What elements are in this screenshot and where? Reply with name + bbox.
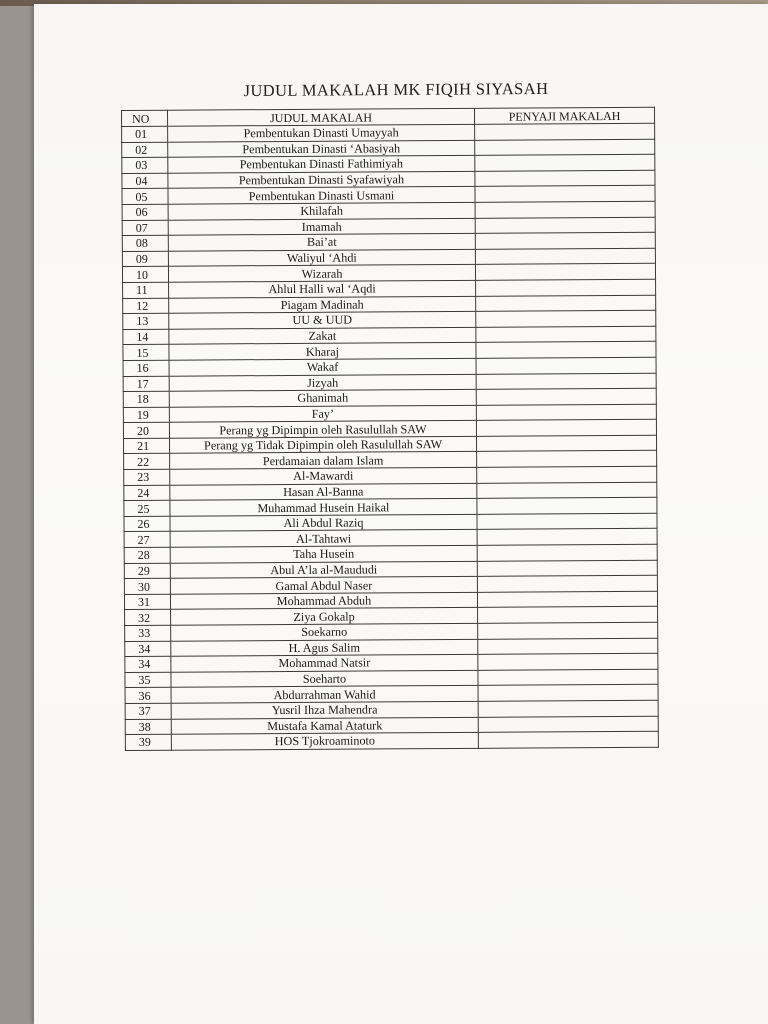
- row-judul-makalah: Perang yg Tidak Dipimpin oleh Rasulullah SAW: [170, 436, 477, 453]
- row-number: 11: [123, 282, 169, 298]
- row-number: 18: [123, 391, 169, 407]
- row-penyaji-makalah: [478, 716, 658, 733]
- row-penyaji-makalah: [475, 170, 655, 187]
- row-judul-makalah: Wizarah: [168, 265, 475, 282]
- row-judul-makalah: Waliyul ‘Ahdi: [168, 249, 475, 266]
- row-penyaji-makalah: [477, 544, 657, 561]
- row-judul-makalah: Mohammad Natsir: [171, 655, 478, 672]
- row-penyaji-makalah: [477, 560, 657, 577]
- row-judul-makalah: Pembentukan Dinasti ‘Abasiyah: [168, 140, 475, 157]
- row-penyaji-makalah: [478, 731, 658, 748]
- row-number: 10: [122, 267, 168, 283]
- header-judul-makalah: JUDUL MAKALAH: [168, 108, 475, 126]
- row-number: 36: [125, 688, 171, 704]
- row-number: 08: [122, 235, 168, 251]
- row-judul-makalah: Wakaf: [169, 358, 476, 375]
- row-number: 22: [124, 454, 170, 470]
- row-judul-makalah: Gamal Abdul Naser: [170, 577, 477, 594]
- row-penyaji-makalah: [475, 123, 655, 140]
- row-judul-makalah: Pembentukan Dinasti Fathimiyah: [168, 156, 475, 173]
- row-judul-makalah: Hasan Al-Banna: [170, 483, 477, 500]
- row-number: 38: [125, 719, 171, 735]
- row-number: 17: [123, 376, 169, 392]
- row-number: 01: [122, 126, 168, 142]
- row-judul-makalah: Perang yg Dipimpin oleh Rasulullah SAW: [169, 421, 476, 438]
- row-number: 31: [124, 594, 170, 610]
- row-number: 27: [124, 532, 170, 548]
- row-number: 24: [124, 485, 170, 501]
- row-judul-makalah: Perdamaian dalam Islam: [170, 452, 477, 469]
- row-number: 29: [124, 563, 170, 579]
- row-number: 34: [125, 656, 171, 672]
- row-penyaji-makalah: [475, 154, 655, 171]
- row-penyaji-makalah: [476, 295, 656, 312]
- row-judul-makalah: Soekarno: [171, 623, 478, 640]
- row-number: 39: [125, 734, 171, 750]
- row-number: 33: [125, 625, 171, 641]
- row-number: 19: [123, 407, 169, 423]
- row-number: 15: [123, 345, 169, 361]
- row-judul-makalah: Abul A’la al-Maududi: [170, 561, 477, 578]
- row-judul-makalah: UU & UUD: [169, 311, 476, 328]
- row-number: 21: [124, 438, 170, 454]
- row-number: 34: [125, 641, 171, 657]
- row-penyaji-makalah: [476, 357, 656, 374]
- row-judul-makalah: Fay’: [169, 405, 476, 422]
- row-judul-makalah: Al-Mawardi: [170, 467, 477, 484]
- row-judul-makalah: Mustafa Kamal Ataturk: [171, 717, 478, 734]
- document-title: JUDUL MAKALAH MK FIQIH SIYASAH: [243, 78, 549, 101]
- row-penyaji-makalah: [476, 342, 656, 359]
- row-penyaji-makalah: [475, 264, 655, 281]
- row-penyaji-makalah: [475, 139, 655, 156]
- row-penyaji-makalah: [475, 248, 655, 265]
- row-judul-makalah: Ziya Gokalp: [171, 608, 478, 625]
- row-judul-makalah: Piagam Madinah: [169, 296, 476, 313]
- row-penyaji-makalah: [476, 279, 656, 296]
- row-penyaji-makalah: [478, 622, 658, 639]
- row-judul-makalah: Kharaj: [169, 343, 476, 360]
- row-number: 20: [123, 422, 169, 438]
- row-penyaji-makalah: [477, 575, 657, 592]
- row-judul-makalah: Pembentukan Dinasti Umayyah: [168, 124, 475, 141]
- row-judul-makalah: HOS Tjokroaminoto: [171, 732, 478, 749]
- row-number: 35: [125, 672, 171, 688]
- row-judul-makalah: Abdurrahman Wahid: [171, 686, 478, 703]
- row-penyaji-makalah: [478, 607, 658, 624]
- row-number: 30: [124, 578, 170, 594]
- row-judul-makalah: Pembentukan Dinasti Usmani: [168, 187, 475, 204]
- row-judul-makalah: Al-Tahtawi: [170, 530, 477, 547]
- row-judul-makalah: Ali Abdul Raziq: [170, 514, 477, 531]
- table-body: [122, 123, 659, 750]
- row-judul-makalah: Muhammad Husein Haikal: [170, 499, 477, 516]
- row-number: 13: [123, 313, 169, 329]
- row-number: 37: [125, 703, 171, 719]
- row-penyaji-makalah: [476, 310, 656, 327]
- row-judul-makalah: Jizyah: [169, 374, 476, 391]
- row-penyaji-makalah: [477, 497, 657, 514]
- row-number: 02: [122, 142, 168, 158]
- row-penyaji-makalah: [477, 466, 657, 483]
- row-number: 28: [124, 547, 170, 563]
- row-number: 04: [122, 173, 168, 189]
- row-judul-makalah: Zakat: [169, 327, 476, 344]
- row-penyaji-makalah: [476, 420, 656, 437]
- row-penyaji-makalah: [478, 669, 658, 686]
- row-penyaji-makalah: [477, 482, 657, 499]
- row-judul-makalah: Ghanimah: [169, 389, 476, 406]
- makalah-table-wrapper: [121, 107, 658, 751]
- row-penyaji-makalah: [475, 186, 655, 203]
- row-penyaji-makalah: [478, 653, 658, 670]
- row-penyaji-makalah: [475, 232, 655, 249]
- row-judul-makalah: H. Agus Salim: [171, 639, 478, 656]
- row-number: 07: [122, 220, 168, 236]
- row-number: 05: [122, 189, 168, 205]
- table-row: [125, 731, 658, 750]
- row-penyaji-makalah: [477, 529, 657, 546]
- row-penyaji-makalah: [478, 700, 658, 717]
- row-penyaji-makalah: [476, 404, 656, 421]
- row-judul-makalah: Mohammad Abduh: [170, 592, 477, 609]
- header-penyaji-makalah: PENYAJI MAKALAH: [474, 107, 654, 124]
- row-number: 06: [122, 204, 168, 220]
- row-penyaji-makalah: [475, 201, 655, 218]
- row-judul-makalah: Yusril Ihza Mahendra: [171, 701, 478, 718]
- row-number: 12: [123, 298, 169, 314]
- row-penyaji-makalah: [476, 373, 656, 390]
- row-judul-makalah: Soeharto: [171, 670, 478, 687]
- row-judul-makalah: Pembentukan Dinasti Syafawiyah: [168, 171, 475, 188]
- row-number: 26: [124, 516, 170, 532]
- row-judul-makalah: Khilafah: [168, 202, 475, 219]
- header-no: NO: [122, 110, 168, 126]
- row-judul-makalah: Imamah: [168, 218, 475, 235]
- makalah-table: [121, 107, 659, 751]
- row-judul-makalah: Bai’at: [168, 233, 475, 250]
- row-penyaji-makalah: [478, 638, 658, 655]
- row-penyaji-makalah: [475, 217, 655, 234]
- row-judul-makalah: Ahlul Halli wal ‘Aqdi: [169, 280, 476, 297]
- row-penyaji-makalah: [478, 685, 658, 702]
- row-penyaji-makalah: [477, 451, 657, 468]
- row-number: 32: [125, 610, 171, 626]
- row-number: 23: [124, 469, 170, 485]
- row-number: 16: [123, 360, 169, 376]
- row-number: 14: [123, 329, 169, 345]
- row-penyaji-makalah: [477, 513, 657, 530]
- row-number: 09: [122, 251, 168, 267]
- row-penyaji-makalah: [476, 388, 656, 405]
- row-number: 03: [122, 157, 168, 173]
- row-penyaji-makalah: [476, 326, 656, 343]
- row-number: 25: [124, 500, 170, 516]
- row-judul-makalah: Taha Husein: [170, 545, 477, 562]
- row-penyaji-makalah: [476, 435, 656, 452]
- row-penyaji-makalah: [477, 591, 657, 608]
